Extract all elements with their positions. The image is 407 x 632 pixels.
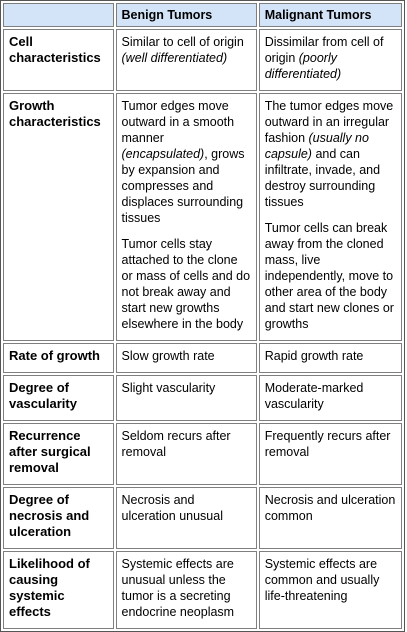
- benign-cell: [116, 343, 257, 373]
- malignant-cell-text: Moderate-marked vascularity: [264, 381, 364, 411]
- benign-cell: [116, 29, 257, 91]
- benign-cell-text: Tumor edges move outward in a smooth manner: [121, 99, 235, 145]
- benign-cell-paragraph: [122, 348, 251, 364]
- benign-cell: [116, 93, 257, 341]
- benign-cell: [116, 423, 257, 485]
- benign-cell-text: Slight vascularity: [121, 381, 216, 395]
- table-row: [3, 487, 402, 549]
- benign-cell-text: Seldom recurs after removal: [121, 429, 231, 459]
- table-row: [3, 375, 402, 421]
- row-label: Degree of vascularity: [3, 375, 114, 421]
- row-label: Rate of growth: [3, 343, 114, 373]
- malignant-cell-paragraph: [265, 348, 396, 364]
- benign-cell-paragraph: [122, 236, 251, 332]
- malignant-cell-paragraph: [265, 34, 396, 82]
- benign-cell-paragraph: [122, 428, 251, 460]
- row-label: Degree of necrosis and ulceration: [3, 487, 114, 549]
- benign-cell-text: , grows by expansion and compresses and displaces surrounding tissues: [121, 147, 245, 225]
- malignant-cell-paragraph: [265, 492, 396, 524]
- malignant-cell: [259, 551, 402, 629]
- header-row: [3, 3, 402, 27]
- malignant-cell-paragraph: [265, 98, 396, 210]
- benign-cell-italic-text: (well differentiated): [121, 51, 228, 65]
- table-body: [3, 29, 402, 629]
- malignant-cell: [259, 375, 402, 421]
- header-benign: Benign Tumors: [116, 3, 257, 27]
- benign-cell: [116, 375, 257, 421]
- header-corner: [3, 3, 114, 27]
- row-label: Cell characteristics: [3, 29, 114, 91]
- benign-cell-text: Slow growth rate: [121, 349, 215, 363]
- benign-cell-text: Tumor cells stay attached to the clone or mass of cells and do not break away and start new growths elsewhere in the body: [121, 237, 251, 331]
- malignant-cell-text: Systemic effects are common and usually life-threatening: [264, 557, 380, 603]
- malignant-cell: [259, 29, 402, 91]
- malignant-cell-text: Rapid growth rate: [264, 349, 364, 363]
- malignant-cell-paragraph: [265, 428, 396, 460]
- malignant-cell-text: Necrosis and ulceration common: [264, 493, 396, 523]
- malignant-cell-text: The tumor edges move outward in an irregular fashion: [264, 99, 394, 145]
- table-row: [3, 343, 402, 373]
- table-row: [3, 551, 402, 629]
- malignant-cell-italic-text: (usually no capsule): [264, 131, 369, 161]
- benign-cell-italic-text: (encapsulated): [121, 147, 205, 161]
- benign-cell-text: Systemic effects are unusual unless the tumor is a secreting endocrine neoplasm: [121, 557, 235, 619]
- benign-cell-paragraph: [122, 492, 251, 524]
- benign-cell: [116, 487, 257, 549]
- malignant-cell-text: Tumor cells can break away from the cloned mass, live independently, move to other area of the body and start new clones or growths: [264, 221, 394, 331]
- benign-cell-paragraph: [122, 380, 251, 396]
- row-label: Growth characteristics: [3, 93, 114, 341]
- malignant-cell-text: Frequently recurs after removal: [264, 429, 391, 459]
- benign-cell: [116, 551, 257, 629]
- malignant-cell-paragraph: [265, 556, 396, 604]
- malignant-cell-text: Dissimilar from cell of origin: [264, 35, 384, 65]
- malignant-cell: [259, 93, 402, 341]
- table-row: [3, 93, 402, 341]
- malignant-cell-text: and can infiltrate, invade, and destroy surrounding tissues: [264, 147, 381, 209]
- header-malignant: Malignant Tumors: [259, 3, 402, 27]
- row-label: Likelihood of causing systemic effects: [3, 551, 114, 629]
- benign-cell-text: Necrosis and ulceration unusual: [121, 493, 223, 523]
- benign-cell-paragraph: [122, 98, 251, 226]
- benign-cell-text: Similar to cell of origin: [121, 35, 244, 49]
- row-label: Recurrence after surgical removal: [3, 423, 114, 485]
- malignant-cell-italic-text: (poorly differentiated): [264, 51, 342, 81]
- malignant-cell: [259, 343, 402, 373]
- benign-cell-paragraph: [122, 34, 251, 66]
- table-row: [3, 423, 402, 485]
- malignant-cell-paragraph: [265, 380, 396, 412]
- table-row: [3, 29, 402, 91]
- malignant-cell: [259, 423, 402, 485]
- malignant-cell: [259, 487, 402, 549]
- malignant-cell-paragraph: [265, 220, 396, 332]
- benign-cell-paragraph: [122, 556, 251, 620]
